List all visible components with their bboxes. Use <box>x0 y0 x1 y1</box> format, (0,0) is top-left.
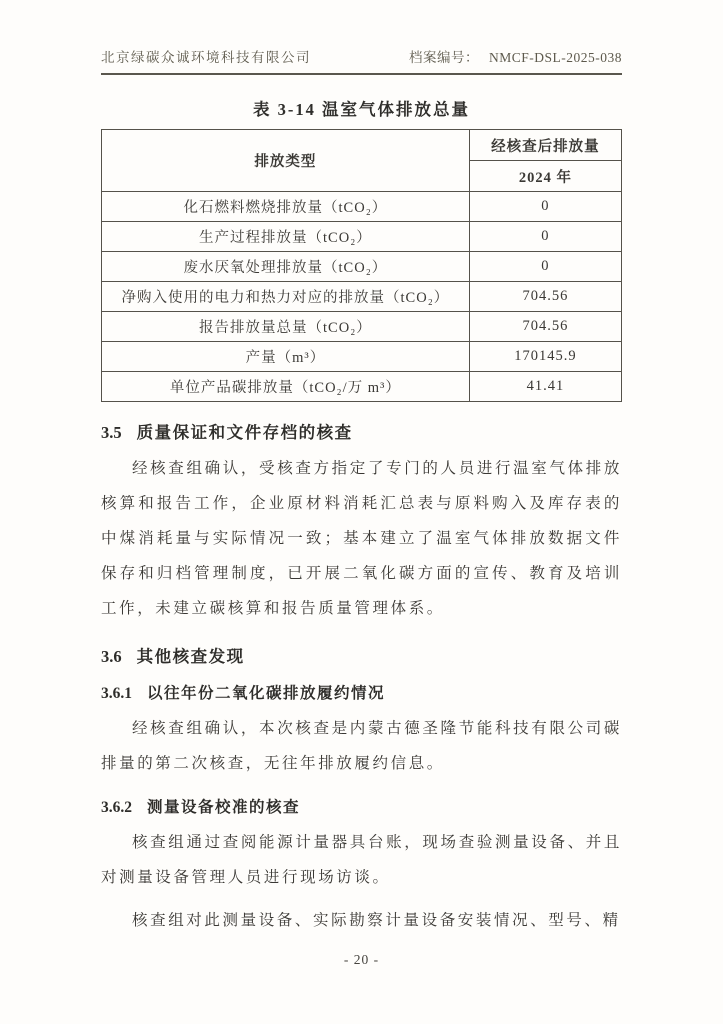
section-number: 3.6.2 <box>101 799 132 816</box>
column-header-verified-emissions: 经核查后排放量 <box>469 130 621 161</box>
page-header <box>101 0 622 75</box>
section-heading-3-6-1 <box>101 681 622 703</box>
page-number: - 20 - <box>343 952 380 967</box>
section-heading-3-5 <box>101 419 622 443</box>
paragraph-3-6-1: 经核查组确认，本次核查是内蒙古德圣隆节能科技有限公司碳排量的第二次核查，无往年排放履约信息。 <box>101 720 622 772</box>
row-value: 41.41 <box>469 372 621 402</box>
table-row <box>102 342 622 372</box>
row-label: 报告排放量总量（tCO₂） <box>102 312 470 342</box>
emissions-table <box>101 129 622 402</box>
paragraph-3-6-2-a: 核查组通过查阅能源计量器具台账，现场查验测量设备、并且对测量设备管理人员进行现场访谈。 <box>101 834 622 886</box>
row-label: 净购入使用的电力和热力对应的排放量（tCO₂） <box>102 282 470 312</box>
row-value: 0 <box>469 192 621 222</box>
row-label: 单位产品碳排放量（tCO₂/万 m³） <box>102 372 470 402</box>
row-value: 704.56 <box>469 282 621 312</box>
paragraph-3-6-2-b: 核查组对此测量设备、实际勘察计量设备安装情况、型号、精 <box>132 912 621 929</box>
section-title: 其他核查发现 <box>136 647 245 666</box>
header-archive-number <box>409 46 622 66</box>
section-title: 测量设备校准的核查 <box>147 799 301 816</box>
table-row <box>102 312 622 342</box>
table-row <box>102 222 622 252</box>
section-number: 3.6 <box>101 647 122 666</box>
row-value: 0 <box>469 252 621 282</box>
row-label: 化石燃料燃烧排放量（tCO₂） <box>102 192 470 222</box>
row-label: 废水厌氧处理排放量（tCO₂） <box>102 252 470 282</box>
section-heading-3-6 <box>101 643 622 667</box>
column-header-year: 2024 年 <box>469 161 621 192</box>
section-title: 以往年份二氧化碳排放履约情况 <box>147 685 386 702</box>
paragraph-3-5: 经核查组确认，受核查方指定了专门的人员进行温室气体排放核算和报告工作，企业原材料消耗汇总表与原料购入及库存表的中煤消耗量与实际情况一致；基本建立了温室气体排放数据文件保存和归档管理制度，已开展二氧化碳方面的宣传、教育及培训工作，未建立碳核算和报告质量管理体系。 <box>101 460 622 617</box>
table-header-row <box>102 130 622 161</box>
row-value: 170145.9 <box>469 342 621 372</box>
section-number: 3.5 <box>101 423 122 442</box>
table-row <box>102 192 622 222</box>
row-label: 生产过程排放量（tCO₂） <box>102 222 470 252</box>
archive-value: NMCF-DSL-2025-038 <box>488 50 622 65</box>
header-company-name: 北京绿碳众诚环境科技有限公司 <box>101 50 311 65</box>
table-row <box>102 252 622 282</box>
column-header-emission-type: 排放类型 <box>102 130 470 192</box>
row-value: 0 <box>469 222 621 252</box>
row-value: 704.56 <box>469 312 621 342</box>
section-heading-3-6-2 <box>101 795 622 817</box>
section-title: 质量保证和文件存档的核查 <box>136 423 353 442</box>
table-caption: 表 3-14 温室气体排放总量 <box>253 100 470 119</box>
table-row <box>102 282 622 312</box>
archive-label: 档案编号： <box>408 50 479 65</box>
row-label: 产量（m³） <box>102 342 470 372</box>
table-row <box>102 372 622 402</box>
section-number: 3.6.1 <box>101 685 132 702</box>
